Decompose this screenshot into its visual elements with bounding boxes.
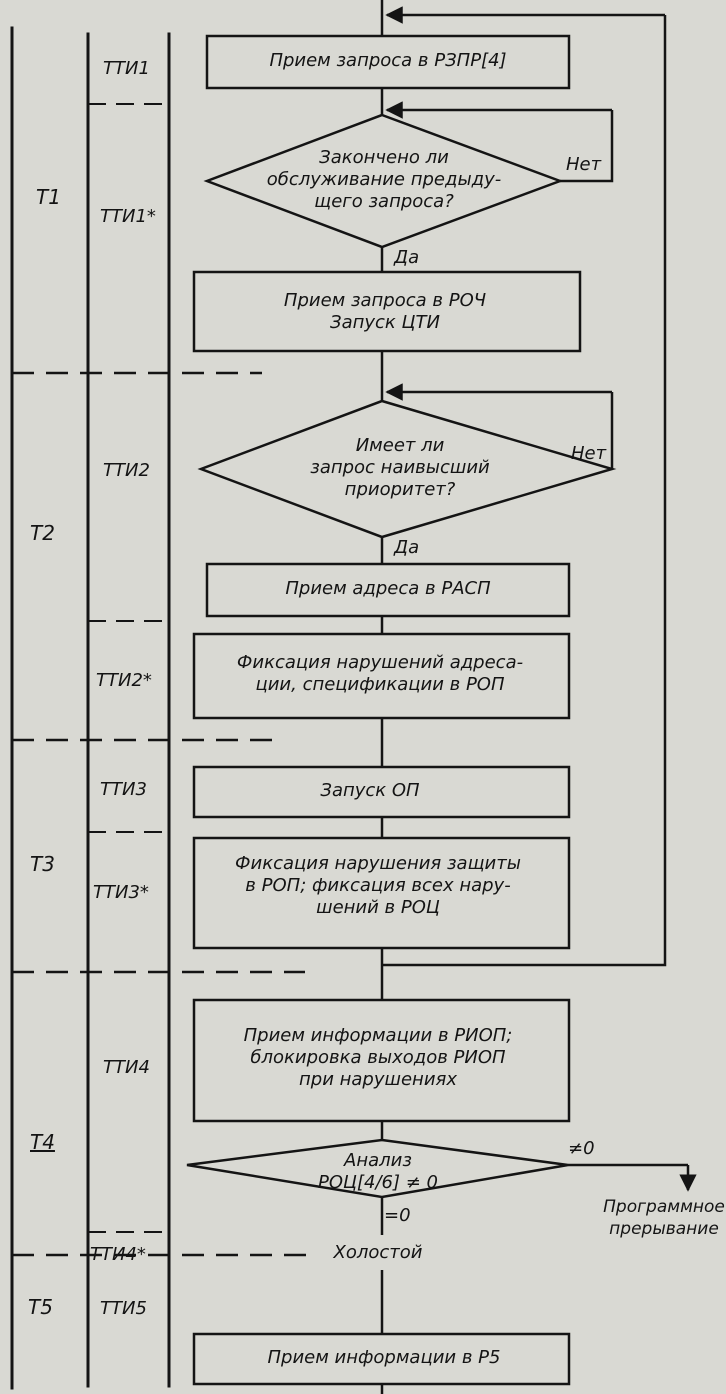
tick-label-tti2s: ТТИ2*	[96, 670, 152, 691]
tick-label-tti3: ТТИ3	[100, 779, 147, 800]
block-start-op-text: Запуск ОП	[320, 780, 420, 801]
block-receive-info-riop-text: Прием информации в РИОП; блокировка выходов РИОП при нарушениях	[243, 1025, 513, 1090]
branch-zero: =0	[384, 1205, 411, 1226]
tick-label-tti4: ТТИ4	[103, 1057, 150, 1078]
block-receive-request-roch-text: Прием запроса в РОЧ Запуск ЦТИ	[283, 290, 487, 333]
branch-no-1: Нет	[566, 154, 602, 175]
idle-label: Холостой	[330, 1242, 427, 1264]
decision-previous-request-done-text: Закончено ли обслуживание предыду- щего запроса?	[266, 147, 502, 212]
tick-label-tti1: ТТИ1	[103, 58, 150, 79]
block-receive-request-rzpr-text: Прием запроса в РЗПР[4]	[269, 50, 507, 71]
tick-label-tti5: ТТИ5	[100, 1298, 147, 1319]
phase-label-t4: Т4	[30, 1130, 55, 1154]
phase-label-t2: Т2	[30, 521, 55, 545]
tick-label-tti2: ТТИ2	[103, 460, 150, 481]
tick-label-tti1s: ТТИ1*	[100, 206, 156, 227]
phase-label-t3: Т3	[30, 852, 55, 876]
branch-no-2: Нет	[571, 443, 607, 464]
block-receive-info-r5-text: Прием информации в Р5	[267, 1347, 501, 1368]
tick-label-tti3s: ТТИ3*	[93, 882, 149, 903]
decision-analyze-roc-text: Анализ РОЦ[4/6] ≠ 0	[318, 1150, 438, 1193]
program-interrupt-label: Программное прерывание	[603, 1197, 725, 1239]
phase-label-t1: Т1	[36, 185, 61, 209]
block-receive-address-rasp-text: Прием адреса в РАСП	[285, 578, 491, 599]
branch-yes-1: Да	[394, 247, 420, 268]
tick-label-tti4s: ТТИ4*	[90, 1244, 146, 1265]
phase-label-t5: Т5	[28, 1295, 53, 1319]
branch-yes-2: Да	[394, 537, 420, 558]
branch-not-zero: ≠0	[568, 1138, 595, 1159]
block-protection-violations-text: Фиксация нарушения защиты в РОП; фиксация всех нару- шений в РОЦ	[235, 853, 521, 918]
decision-highest-priority-text: Имеет ли запрос наивысший приоритет?	[310, 435, 490, 500]
block-addressing-violations-text: Фиксация нарушений адреса- ции, спецификации в РОП	[236, 652, 524, 695]
